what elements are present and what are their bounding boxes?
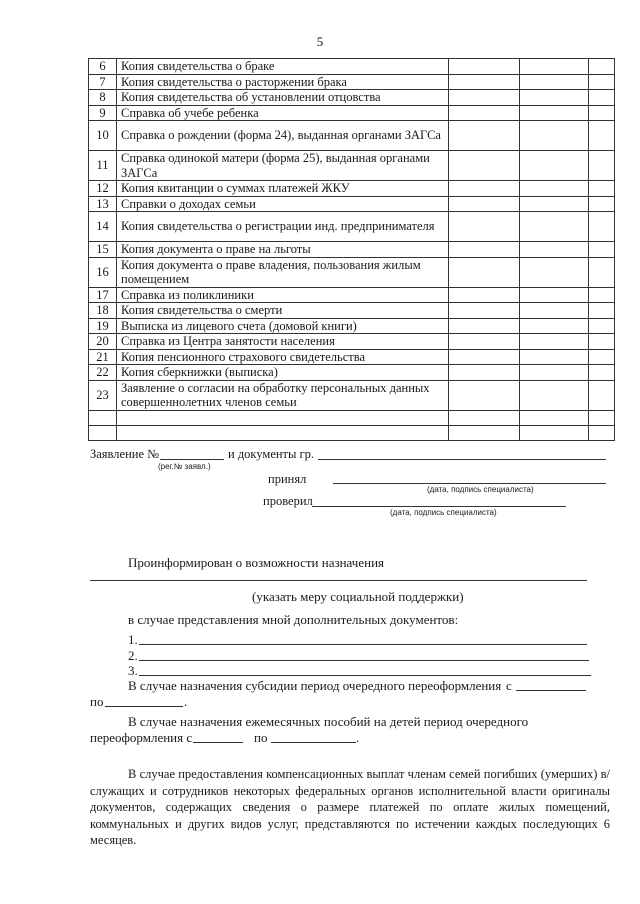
mark-cell[interactable] (520, 181, 589, 197)
subsidy-text: В случае назначения субсидии период очередного переоформления (128, 678, 502, 693)
page-number: 5 (316, 34, 324, 49)
table-row (89, 318, 615, 334)
document-name: Выписка из лицевого счета (домовой книги) (117, 318, 449, 334)
mark-cell[interactable] (589, 303, 615, 319)
table-row (89, 212, 615, 242)
table-row (89, 257, 615, 287)
table-row (89, 410, 615, 425)
row-number: 18 (89, 303, 117, 319)
subsidy-from-field[interactable] (516, 690, 586, 691)
item-3-field[interactable] (139, 675, 591, 676)
row-number: 19 (89, 318, 117, 334)
table-row (89, 349, 615, 365)
mark-cell[interactable] (449, 242, 520, 258)
mark-cell[interactable] (589, 334, 615, 350)
mark-cell[interactable] (449, 59, 520, 75)
row-number: 22 (89, 365, 117, 381)
item-3-label: 3. (128, 663, 138, 678)
row-number: 8 (89, 90, 117, 106)
table-row (89, 303, 615, 319)
document-name: Справки о доходах семьи (117, 196, 449, 212)
documents-table (88, 58, 615, 441)
accepted-hint: (дата, подпись специалиста) (427, 485, 534, 494)
row-number: 12 (89, 181, 117, 197)
mark-cell[interactable] (520, 196, 589, 212)
mark-cell[interactable] (520, 242, 589, 258)
document-name: Заявление о согласии на обработку персональных данных совершеннолетних членов семьи (117, 380, 449, 410)
mark-cell[interactable] (520, 105, 589, 121)
mark-cell[interactable] (449, 410, 520, 425)
mark-cell[interactable] (449, 212, 520, 242)
subsidy-to-field[interactable] (105, 706, 183, 707)
mark-cell[interactable] (520, 425, 589, 440)
table-row (89, 380, 615, 410)
mark-cell[interactable] (449, 318, 520, 334)
citizen-name-field[interactable] (318, 459, 606, 460)
mark-cell[interactable] (589, 287, 615, 303)
mark-cell[interactable] (589, 181, 615, 197)
row-number: 21 (89, 349, 117, 365)
table-row (89, 151, 615, 181)
table-row (89, 74, 615, 90)
document-name: Справка из Центра занятости населения (117, 334, 449, 350)
row-number: 11 (89, 151, 117, 181)
document-name: Копия сберкнижки (выписка) (117, 365, 449, 381)
mark-cell[interactable] (589, 242, 615, 258)
row-number: 16 (89, 257, 117, 287)
application-number-field[interactable] (160, 459, 224, 460)
mark-cell[interactable] (520, 380, 589, 410)
table-row (89, 90, 615, 106)
document-name: Копия документа о праве владения, пользования жилым помещением (117, 257, 449, 287)
document-name: Копия свидетельства о браке (117, 59, 449, 75)
measure-field[interactable] (90, 580, 587, 581)
document-name: Копия документа о праве на льготы (117, 242, 449, 258)
benefits-from-field[interactable] (193, 742, 243, 743)
mark-cell[interactable] (449, 334, 520, 350)
row-number: 7 (89, 74, 117, 90)
mark-cell[interactable] (520, 334, 589, 350)
mark-cell[interactable] (520, 59, 589, 75)
application-label: Заявление № (90, 447, 160, 461)
row-number: 23 (89, 380, 117, 410)
document-name: Копия пенсионного страхового свидетельства (117, 349, 449, 365)
final-paragraph: В случае предоставления компенсационных выплат членам семей погибших (умерших) в/служащих и сотрудников некоторых федеральных органов исполнительной власти оригиналы документов, содержащих сведения о размере платежей по оплате жилых помещений, коммунальных и других видов услуг, представляются по истечении каждых последующих 6 месяцев. (90, 767, 610, 848)
mark-cell[interactable] (520, 318, 589, 334)
document-name (117, 425, 449, 440)
mark-cell[interactable] (449, 303, 520, 319)
mark-cell[interactable] (589, 212, 615, 242)
mark-cell[interactable] (520, 74, 589, 90)
checked-signature-field[interactable] (312, 506, 566, 507)
subsidy-from-label: с (506, 678, 512, 693)
accepted-label: принял (268, 472, 307, 486)
extra-docs-text: в случае представления мной дополнительных документов: (128, 612, 459, 627)
benefits-text: В случае назначения ежемесячных пособий на детей период очередного (128, 714, 529, 729)
document-name: Справка одинокой матери (форма 25), выданная органами ЗАГСа (117, 151, 449, 181)
item-1-field[interactable] (139, 644, 587, 645)
benefits-to-field[interactable] (271, 742, 356, 743)
mark-cell[interactable] (520, 349, 589, 365)
mark-cell[interactable] (520, 410, 589, 425)
mark-cell[interactable] (449, 74, 520, 90)
table-row (89, 365, 615, 381)
checked-hint: (дата, подпись специалиста) (390, 508, 497, 517)
table-row (89, 425, 615, 440)
table-row (89, 181, 615, 197)
document-name: Копия свидетельства о регистрации инд. предпринимателя (117, 212, 449, 242)
item-1-label: 1. (128, 632, 138, 647)
mark-cell[interactable] (520, 212, 589, 242)
table-row (89, 287, 615, 303)
mark-cell[interactable] (589, 121, 615, 151)
mark-cell[interactable] (589, 196, 615, 212)
mark-cell[interactable] (449, 196, 520, 212)
document-name: Копия квитанции о суммах платежей ЖКУ (117, 181, 449, 197)
document-name: Справка из поликлиники (117, 287, 449, 303)
mark-cell[interactable] (589, 74, 615, 90)
mark-cell[interactable] (520, 365, 589, 381)
mark-cell[interactable] (449, 105, 520, 121)
mark-cell[interactable] (449, 151, 520, 181)
mark-cell[interactable] (589, 425, 615, 440)
mark-cell[interactable] (449, 349, 520, 365)
document-name: Справка об учебе ребенка (117, 105, 449, 121)
mark-cell[interactable] (449, 365, 520, 381)
mark-cell[interactable] (449, 181, 520, 197)
mark-cell[interactable] (589, 151, 615, 181)
item-2-label: 2. (128, 648, 138, 663)
table-row (89, 196, 615, 212)
row-number (89, 410, 117, 425)
benefits-from-label: переоформления с (90, 730, 193, 745)
mark-cell[interactable] (589, 257, 615, 287)
mark-cell[interactable] (589, 410, 615, 425)
table-row (89, 105, 615, 121)
mark-cell[interactable] (589, 349, 615, 365)
mark-cell[interactable] (449, 90, 520, 106)
mark-cell[interactable] (520, 151, 589, 181)
measure-hint: (указать меру социальной поддержки) (252, 589, 464, 604)
benefits-period-end: . (356, 730, 360, 745)
checked-label: проверил (263, 494, 313, 508)
table-row (89, 59, 615, 75)
mark-cell[interactable] (589, 59, 615, 75)
mark-cell[interactable] (520, 90, 589, 106)
mark-cell[interactable] (589, 90, 615, 106)
document-name: Копия свидетельства об установлении отцовства (117, 90, 449, 106)
mark-cell[interactable] (449, 287, 520, 303)
mark-cell[interactable] (520, 257, 589, 287)
subsidy-to-label: по (90, 694, 104, 709)
document-name: Копия свидетельства о смерти (117, 303, 449, 319)
application-hint: (рег.№ заявл.) (158, 462, 211, 471)
mark-cell[interactable] (520, 121, 589, 151)
document-name (117, 410, 449, 425)
mark-cell[interactable] (449, 380, 520, 410)
informed-text: Проинформирован о возможности назначения (128, 555, 385, 570)
row-number: 9 (89, 105, 117, 121)
accepted-signature-field[interactable] (333, 483, 606, 484)
mark-cell[interactable] (589, 105, 615, 121)
benefits-to-label: по (254, 730, 268, 745)
subsidy-period-end: . (184, 694, 188, 709)
mark-cell[interactable] (520, 287, 589, 303)
row-number (89, 425, 117, 440)
document-name: Копия свидетельства о расторжении брака (117, 74, 449, 90)
row-number: 20 (89, 334, 117, 350)
row-number: 17 (89, 287, 117, 303)
row-number: 10 (89, 121, 117, 151)
row-number: 15 (89, 242, 117, 258)
row-number: 14 (89, 212, 117, 242)
mark-cell[interactable] (520, 303, 589, 319)
mark-cell[interactable] (589, 318, 615, 334)
table-row (89, 334, 615, 350)
row-number: 13 (89, 196, 117, 212)
mark-cell[interactable] (449, 121, 520, 151)
document-name: Справка о рождении (форма 24), выданная органами ЗАГСа (117, 121, 449, 151)
mark-cell[interactable] (449, 257, 520, 287)
documents-label: и документы гр. (228, 447, 315, 461)
mark-cell[interactable] (449, 425, 520, 440)
row-number: 6 (89, 59, 117, 75)
mark-cell[interactable] (589, 365, 615, 381)
item-2-field[interactable] (139, 660, 589, 661)
table-row (89, 242, 615, 258)
table-row (89, 121, 615, 151)
mark-cell[interactable] (589, 380, 615, 410)
